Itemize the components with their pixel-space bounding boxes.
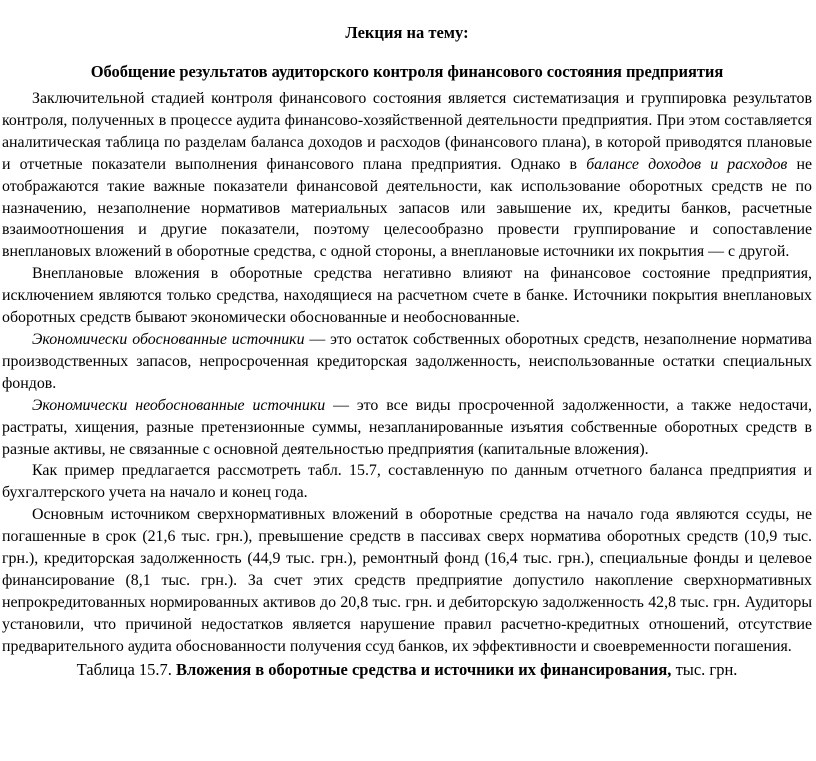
paragraph-text: — это остаток собственных оборотных средств, незаполнение норматива производственных запасов, непросроченная кредиторская задолженность, неиспользованные остатки специальных фондов. xyxy=(2,330,812,392)
italic-term: Экономически необоснованные источники xyxy=(32,396,326,414)
lecture-title: Лекция на тему: xyxy=(345,23,469,42)
paragraph-unjustified-sources xyxy=(2,395,812,461)
paragraph-text: Внеплановые вложения в оборотные средства негативно влияют на финансовое состояние предприятия, исключением являются только средства, находящиеся на расчетном счете в банке. Источники покрытия внеплановых оборотных средств бывают экономически обоснованные и необоснованные. xyxy=(2,265,812,327)
paragraph-justified-sources xyxy=(2,329,812,395)
paragraph-conclusion xyxy=(2,88,812,263)
paragraph-unplanned-investments xyxy=(2,263,812,329)
table-caption-prefix: Таблица 15.7. xyxy=(76,659,177,679)
paragraph-main-source xyxy=(2,504,812,657)
table-caption-title: Вложения в оборотные средства и источники их финансирования, xyxy=(176,659,672,679)
paragraph-text: Основным источником сверхнормативных вложений в оборотные средства на начало года являются ссуды, не погашенные в срок (21,6 тыс. грн.), превышение средств в пассивах сверх норматива оборотных средств (10,9 тыс. грн.), кредиторская задолженность (44,9 тыс. грн.), ремонтный фонд (16,4 тыс. грн.), специальные фонды и целевое финансирование (8,1 тыс. грн.). За счет этих средств предприятие допустило накопление сверхнормативных непрокредитованных нормированных активов до 20,8 тыс. грн. и дебиторскую задолженность 42,8 тыс. грн. Аудиторы установили, что причиной недостатков является нарушение правил расчетно-кредитных отношений, отсутствие предварительного аудита обоснованности получения ссуд банков, их эффективности и своевременности погашения. xyxy=(2,506,812,655)
italic-term: Экономически обоснованные источники xyxy=(32,330,305,348)
table-caption xyxy=(2,658,812,681)
paragraph-example xyxy=(2,460,812,504)
table-caption-units: тыс. грн. xyxy=(671,659,738,679)
lecture-heading: Обобщение результатов аудиторского контроля финансового состояния предприятия xyxy=(90,62,724,81)
paragraph-text: Как пример предлагается рассмотреть табл. 15.7, составленную по данным отчетного баланса предприятия и бухгалтерского учета на начало и конец года. xyxy=(2,462,812,502)
paragraph-text: Заключительной стадией контроля финансового состояния является систематизация и группировка результатов контроля, полученных в процессе аудита финансово-хозяйственной деятельности предприятия. При этом составляется аналитическая таблица по разделам баланса доходов и расходов (финансового плана), в которой приводятся плановые и отчетные показатели выполнения финансового плана предприятия. Однако в xyxy=(2,90,812,173)
paragraph-text: — это все виды просроченной задолженности, а также недостачи, растраты, хищения, разные претензионные суммы, незапланированные изъятия собственные оборотных средств в разные активы, не связанные с основной деятельностью предприятия (капитальные вложения). xyxy=(2,396,813,458)
lecture-body xyxy=(2,88,812,681)
italic-term: балансе доходов и расходов xyxy=(586,155,788,173)
paragraph-text: не отображаются такие важные показатели финансовой деятельности, как использование оборотных средств не по назначению, незаполнение нормативов материальных запасов или завышение их, кредиты банков, расчетные взаимоотношения и другие показатели, поэтому целесообразно провести группирование и сопоставление внеплановых вложений в оборотные средства, с одной стороны, а внеплановые источники их покрытия — с другой. xyxy=(2,155,812,261)
